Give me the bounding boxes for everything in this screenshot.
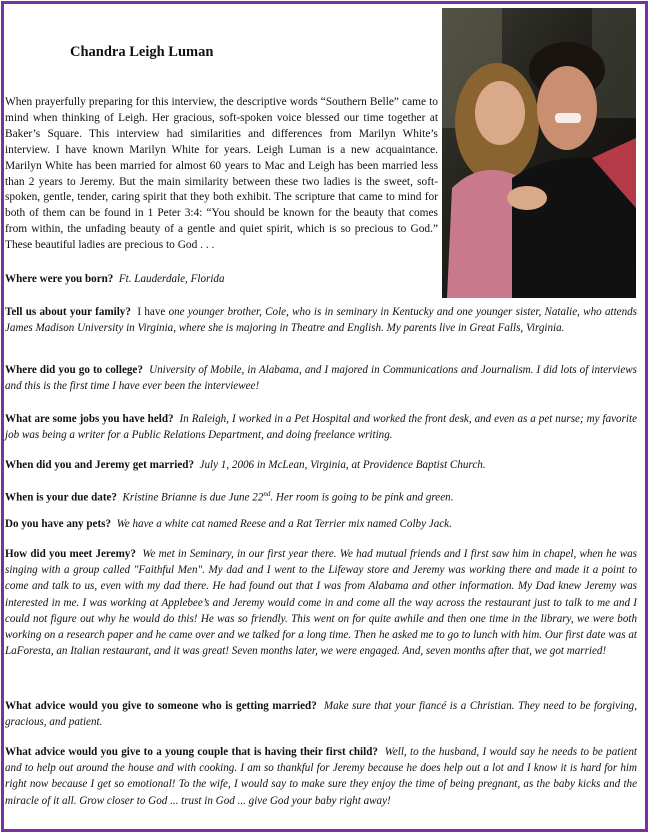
question: How did you meet Jeremy? <box>5 548 136 560</box>
question: Where were you born? <box>5 273 114 285</box>
qa-advice-child <box>5 744 637 809</box>
qa-married <box>5 457 637 473</box>
qa-pets <box>5 516 637 532</box>
qa-family <box>5 304 637 336</box>
answer-cont: . Her room is going to be pink and green. <box>270 491 454 504</box>
qa-advice-married <box>5 698 637 730</box>
page-title: Chandra Leigh Luman <box>70 44 214 60</box>
question: When did you and Jeremy get married? <box>5 459 194 471</box>
answer-lead: I have <box>137 306 166 318</box>
answer: We have a white cat named Reese and a Rat Terrier mix named Colby Jack. <box>116 518 452 530</box>
qa-jobs <box>5 411 637 443</box>
question: Where did you go to college? <box>5 364 143 376</box>
answer: Well, to the husband, I would say he needs to be patient and to help out around the house and with cooking. I am so thankful for Jeremy because he does help out a lot and I know it is hard for him right now because I get so emotional! To the wife, I would say to make sure they enjoy the time of being pregnant, as the baby kicks and the miracle of it all. Grow closer to God ... trust in God ... give God your baby right away! <box>5 746 637 807</box>
answer: University of Mobile, in Alabama, and I majored in Communications and Journalism. I did lots of interviews and this is the first time I have ever been the interviewee! <box>5 364 637 393</box>
couple-photo <box>442 8 636 298</box>
answer: July 1, 2006 in McLean, Virginia, at Providence Baptist Church. <box>199 459 486 471</box>
question: When is your due date? <box>5 491 117 504</box>
answer: one younger brother, Cole, who is in seminary in Kentucky and one younger sister, Natalie, who attends James Madison University in Virginia, where she is majoring in Theatre and English. My parents live in Great Falls, Virginia. <box>5 306 637 335</box>
question: What advice would you give to a young couple that is having their first child? <box>5 746 378 758</box>
qa-born <box>5 271 637 287</box>
question: Do you have any pets? <box>5 518 112 530</box>
qa-due-date <box>5 486 637 506</box>
qa-college <box>5 362 637 394</box>
answer: We met in Seminary, in our first year there. We had mutual friends and I first saw him in chapel, when he was singing with a group called "Faithful Men". My dad and I went to the Lifeway store and Jeremy was working there and made it a point to come and talk to us, even with my dad there. He had found out that I was from Alabama and other information. My Dad knew Jeremy was interested in me. I was working at Applebee’s and Jeremy would come in and come all the way across the restaurant just to talk to me and I could not figure out why he would do this! He was so friendly. This went on for quite awhile and then one time in the library, we were both working on a research paper and he came over and we talked for a long time. Then he asked me to go to lunch with him. Our first date was at LaForesta, an Italian restaurant, and it was great! Seven months later, we were engaged. And, seven months after that, we got married! <box>5 548 638 658</box>
ordinal-suffix: nd <box>263 490 271 498</box>
answer: Ft. Lauderdale, Florida <box>118 273 225 285</box>
intro-paragraph: When prayerfully preparing for this interview, the descriptive words “Southern Belle” came to mind when thinking of Leigh. Her gracious, soft-spoken voice blessed our time together at Baker’s Square. This interview had similarities and differences from Marilyn White’s interview. I have known Marilyn White for years. Leigh Luman is a new acquaintance. Marilyn White has been married for almost 60 years to Mac and Leigh has been married less than 2 years to Jeremy. But the main similarity between these two ladies is the sweet, soft-spoken, gentle, tender, caring spirit that they both exhibit. The scripture that came to mind for both of them can be found in 1 Peter 3:4: “You should be known for the beauty that comes from within, the unfading beauty of a gentle and quiet spirit, which is so precious to God.” These beautiful ladies are precious to God . . . <box>5 96 438 252</box>
question: What are some jobs you have held? <box>5 413 174 425</box>
answer: Make sure that your fiancé is a Christian. They need to be forgiving, gracious, and patient. <box>5 700 638 729</box>
question: What advice would you give to someone who is getting married? <box>5 700 317 712</box>
answer: Kristine Brianne is due June 22 <box>122 491 264 504</box>
question: Tell us about your family? <box>5 306 131 318</box>
answer: In Raleigh, I worked in a Pet Hospital and worked the front desk, and even as a pet nurse; my favorite job was being a writer for a Public Relations Department, and doing freelance writing. <box>5 413 638 442</box>
qa-meet <box>5 546 637 659</box>
